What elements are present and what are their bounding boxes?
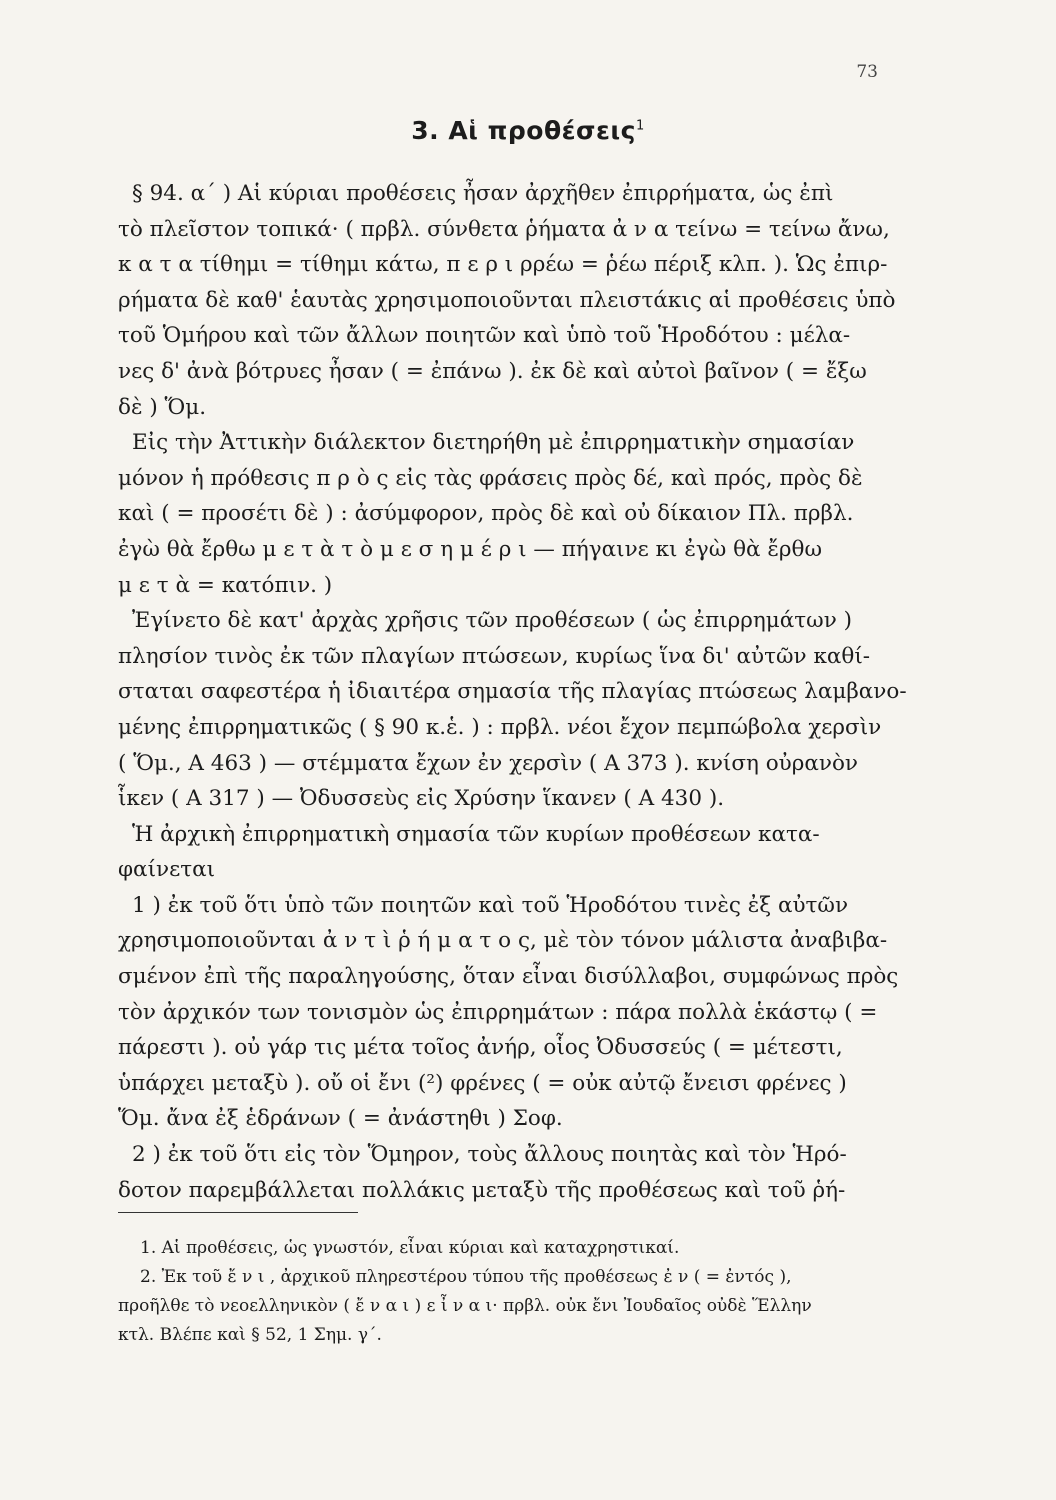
text-line: σταται σαφεστέρα ἡ ἰδιαιτέρα σημασία τῆς πλαγίας πτώσεως λαμβανο- xyxy=(118,679,907,705)
text-line: 2 ) ἐκ τοῦ ὅτι εἰς τὸν Ὅμηρον, τοὺς ἄλλους ποιητὰς καὶ τὸν Ἡρό- xyxy=(132,1142,847,1168)
text-line: Εἰς τὴν Ἀττικὴν διάλεκτον διετηρήθη μὲ ἐπιρρηματικὴν σημασίαν xyxy=(132,430,855,456)
footnote-separator xyxy=(118,1212,358,1213)
text-line: ἷκεν ( Α 317 ) — Ὀδυσσεὺς εἰς Χρύσην ἵκανεν ( Α 430 ). xyxy=(118,786,725,812)
text-line: ( Ὅμ., Α 463 ) — στέμματα ἔχων ἐν χερσὶν ( Α 373 ). κνίση οὐρανὸν xyxy=(118,750,858,776)
text-line: τοῦ Ὁμήρου καὶ τῶν ἄλλων ποιητῶν καὶ ὑπὸ τοῦ Ἡροδότου : μέλα- xyxy=(118,323,851,349)
text-line: μ ε τ ὰ = κατόπιν. ) xyxy=(118,572,333,598)
footnote-line: προῆλθε τὸ νεοελληνικὸν ( ἔ ν α ι ) ε ἶ ν α ι· πρβλ. οὐκ ἔνι Ἰουδαῖος οὐδὲ Ἕλλην xyxy=(118,1296,812,1316)
text-line: πάρεστι ). οὐ γάρ τις μέτα τοῖος ἀνήρ, οἷος Ὀδυσσεύς ( = μέτεστι, xyxy=(118,1035,843,1061)
text-line: τὸ πλεῖστον τοπικά· ( πρβλ. σύνθετα ῥήματα ἀ ν α τείνω = τείνω ἄνω, xyxy=(118,216,890,242)
footnote-line: 2. Ἐκ τοῦ ἔ ν ι , ἀρχικοῦ πληρεστέρου τύπου τῆς προθέσεως ἐ ν ( = ἐντός ), xyxy=(140,1267,792,1287)
footnote-line: κτλ. Βλέπε καὶ § 52, 1 Σημ. γ΄. xyxy=(118,1325,382,1345)
text-line: ρήματα δὲ καθ' ἑαυτὰς χρησιμοποιοῦνται πλειστάκις αἱ προθέσεις ὑπὸ xyxy=(118,287,896,313)
text-line: κ α τ α τίθημι = τίθημι κάτω, π ε ρ ι ρρέω = ῥέω πέριξ κλπ. ). Ὡς ἐπιρ- xyxy=(118,252,888,278)
footnote-line: 1. Αἱ προθέσεις, ὡς γνωστόν, εἶναι κύριαι καὶ καταχρηστικαί. xyxy=(140,1238,680,1258)
text-line: μόνον ἡ πρόθεσις π ρ ὸ ς εἰς τὰς φράσεις πρὸς δέ, καὶ πρός, πρὸς δὲ xyxy=(118,465,863,491)
body-text xyxy=(118,176,918,1208)
text-line: πλησίον τινὸς ἐκ τῶν πλαγίων πτώσεων, κυρίως ἵνα δι' αὐτῶν καθί- xyxy=(118,643,871,669)
text-line: Ἡ ἀρχικὴ ἐπιρρηματικὴ σημασία τῶν κυρίων προθέσεων κατα- xyxy=(132,821,820,847)
text-line: σμένον ἐπὶ τῆς παραληγούσης, ὅταν εἶναι δισύλλαβοι, συμφώνως πρὸς xyxy=(118,964,899,990)
text-line: Ἐγίνετο δὲ κατ' ἀρχὰς χρῆσις τῶν προθέσεων ( ὡς ἐπιρρημάτων ) xyxy=(132,608,852,634)
text-line: χρησιμοποιοῦνται ἀ ν τ ὶ ῥ ή μ α τ ο ς, μὲ τὸν τόνον μάλιστα ἀναβιβα- xyxy=(118,928,888,954)
text-line: φαίνεται xyxy=(118,857,216,883)
text-line: Ὅμ. ἄνα ἐξ ἑδράνων ( = ἀνάστηθι ) Σοφ. xyxy=(118,1106,563,1132)
text-line: ἐγὼ θὰ ἔρθω μ ε τ ὰ τ ὸ μ ε σ η μ έ ρ ι — πήγαινε κι ἐγὼ θὰ ἔρθω xyxy=(118,536,823,562)
section-title xyxy=(0,116,1056,145)
text-line: τὸν ἀρχικόν των τονισμὸν ὡς ἐπιρρημάτων : πάρα πολλὰ ἑκάστῳ ( = xyxy=(118,999,878,1025)
footnote-marker: 1 xyxy=(636,118,645,134)
page-number: 73 xyxy=(856,62,878,82)
text-line: § 94. α΄ ) Αἱ κύριαι προθέσεις ἦσαν ἀρχῆθεν ἐπιρρήματα, ὡς ἐπὶ xyxy=(132,181,834,206)
section-title-text: 3. Αἱ προθέσεις xyxy=(411,116,636,145)
text-line: μένης ἐπιρρηματικῶς ( § 90 κ.ἑ. ) : πρβλ. νέοι ἔχον πεμπώβολα χερσὶν xyxy=(118,714,882,740)
text-line: νες δ' ἀνὰ βότρυες ἦσαν ( = ἐπάνω ). ἐκ δὲ καὶ αὐτοὶ βαῖνον ( = ἔξω xyxy=(118,358,867,384)
text-line: δὲ ) Ὅμ. xyxy=(118,394,207,420)
text-line: ὑπάρχει μεταξὺ ). οὔ οἱ ἔνι (²) φρένες ( = οὐκ αὐτῷ ἔνεισι φρένες ) xyxy=(118,1070,847,1096)
text-line: 1 ) ἐκ τοῦ ὅτι ὑπὸ τῶν ποιητῶν καὶ τοῦ Ἡροδότου τινὲς ἐξ αὐτῶν xyxy=(132,892,849,918)
footnotes xyxy=(118,1234,938,1350)
text-line: καὶ ( = προσέτι δὲ ) : ἀσύμφορον, πρὸς δὲ καὶ οὐ δίκαιον Πλ. πρβλ. xyxy=(118,501,854,527)
text-line: δοτον παρεμβάλλεται πολλάκις μεταξὺ τῆς προθέσεως καὶ τοῦ ῥή- xyxy=(118,1177,846,1203)
